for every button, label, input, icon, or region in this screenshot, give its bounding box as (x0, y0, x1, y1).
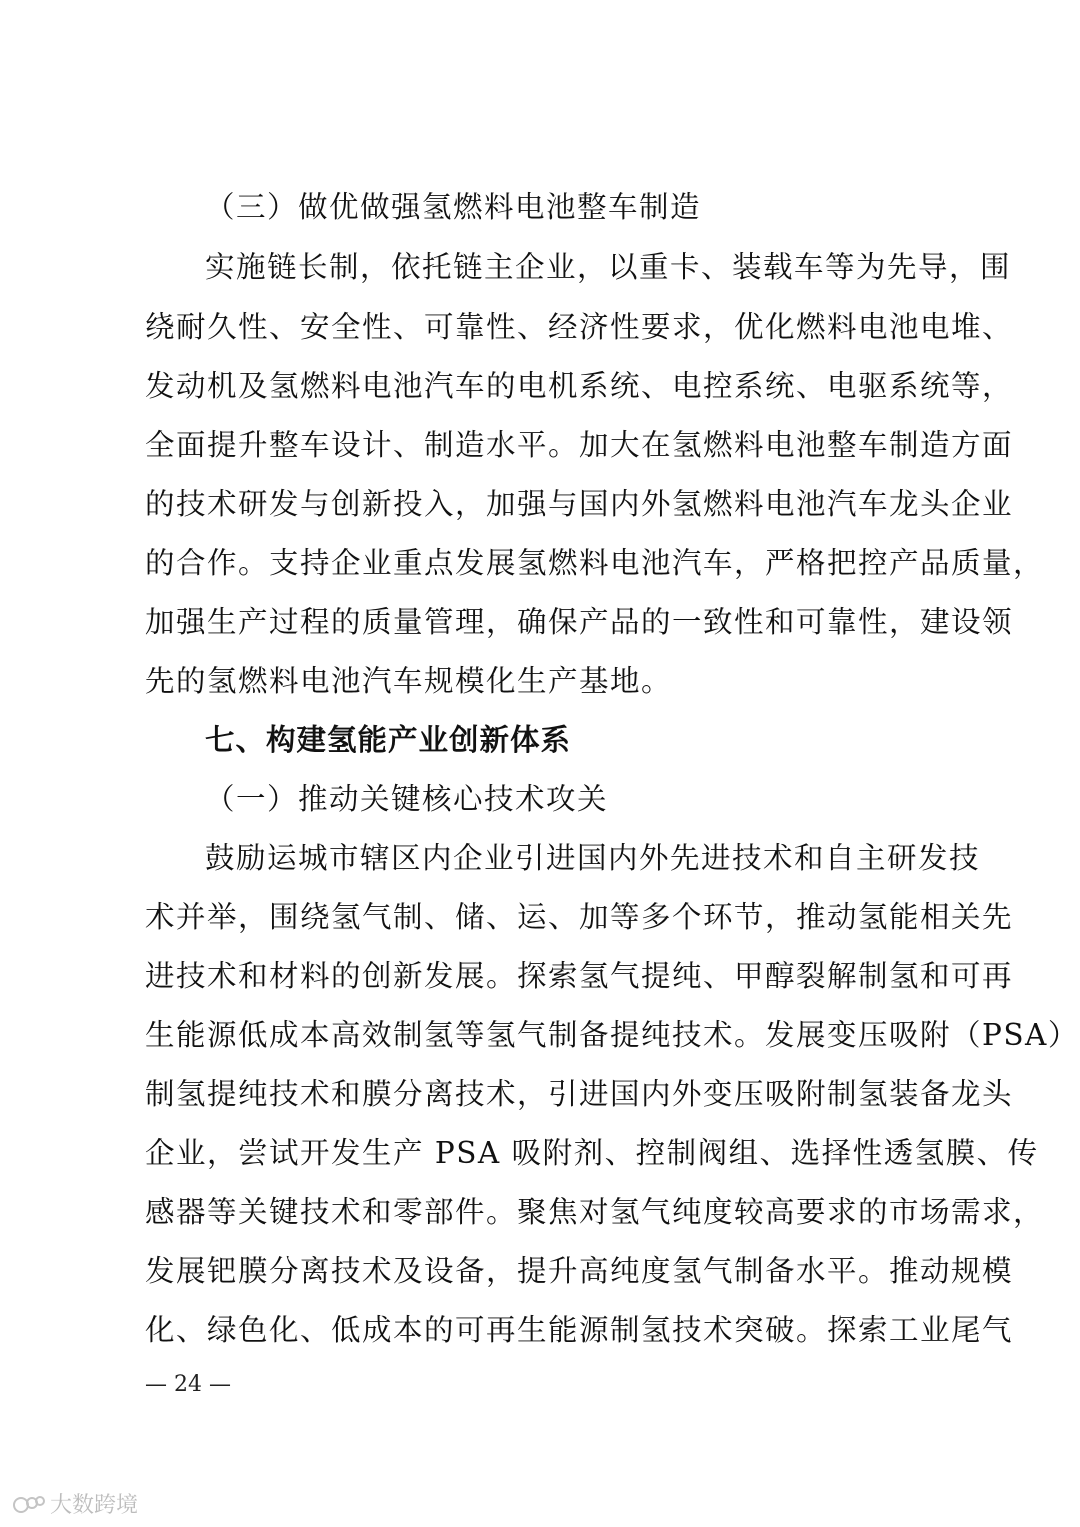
para2-line: 化、绿色化、低成本的可再生能源制氢技术突破。探索工业尾气 (145, 1313, 1014, 1347)
para1-line: 实施链长制，依托链主企业，以重卡、装载车等为先导，围 (205, 250, 1012, 284)
para2-line: 企业，尝试开发生产 PSA 吸附剂、控制阀组、选择性透氢膜、传 (145, 1136, 1039, 1170)
watermark-text: 大数跨境 (50, 1493, 139, 1518)
para2-line: 进技术和材料的创新发展。探索氢气提纯、甲醇裂解制氢和可再 (145, 959, 1014, 993)
para1-line: 的技术研发与创新投入，加强与国内外氢燃料电池汽车龙头企业 (145, 487, 1014, 521)
para2-line: 发展钯膜分离技术及设备，提升高纯度氢气制备水平。推动规模 (145, 1254, 1014, 1288)
para1-line: 加强生产过程的质量管理，确保产品的一致性和可靠性，建设领 (145, 605, 1014, 639)
para1-line: 全面提升整车设计、制造水平。加大在氢燃料电池整车制造方面 (145, 428, 1014, 462)
para2-line: 制氢提纯技术和膜分离技术，引进国内外变压吸附制氢装备龙头 (145, 1077, 1014, 1111)
page-number: — 24 — (145, 1372, 231, 1397)
section-heading-1: （一）推动关键核心技术攻关 (205, 782, 609, 816)
para1-line: 先的氢燃料电池汽车规模化生产基地。 (145, 664, 673, 698)
watermark-logo-icon (12, 1492, 46, 1516)
para1-line: 发动机及氢燃料电池汽车的电机系统、电控系统、电驱系统等， (145, 369, 1014, 403)
section-heading-3: （三）做优做强氢燃料电池整车制造 (205, 190, 702, 224)
para1-line: 的合作。支持企业重点发展氢燃料电池汽车，严格把控产品质量， (145, 546, 1045, 580)
para2-line: 术并举，围绕氢气制、储、运、加等多个环节，推动氢能相关先 (145, 900, 1014, 934)
para2-line: 鼓励运城市辖区内企业引进国内外先进技术和自主研发技 (205, 841, 981, 875)
para1-line: 绕耐久性、安全性、可靠性、经济性要求，优化燃料电池电堆、 (145, 310, 1014, 344)
para2-line: 感器等关键技术和零部件。聚焦对氢气纯度较高要求的市场需求， (145, 1195, 1045, 1229)
watermark (12, 1488, 138, 1519)
chapter-heading: 七、构建氢能产业创新体系 (205, 723, 572, 757)
para2-line: 生能源低成本高效制氢等氢气制备提纯技术。发展变压吸附（PSA） (145, 1018, 1079, 1052)
